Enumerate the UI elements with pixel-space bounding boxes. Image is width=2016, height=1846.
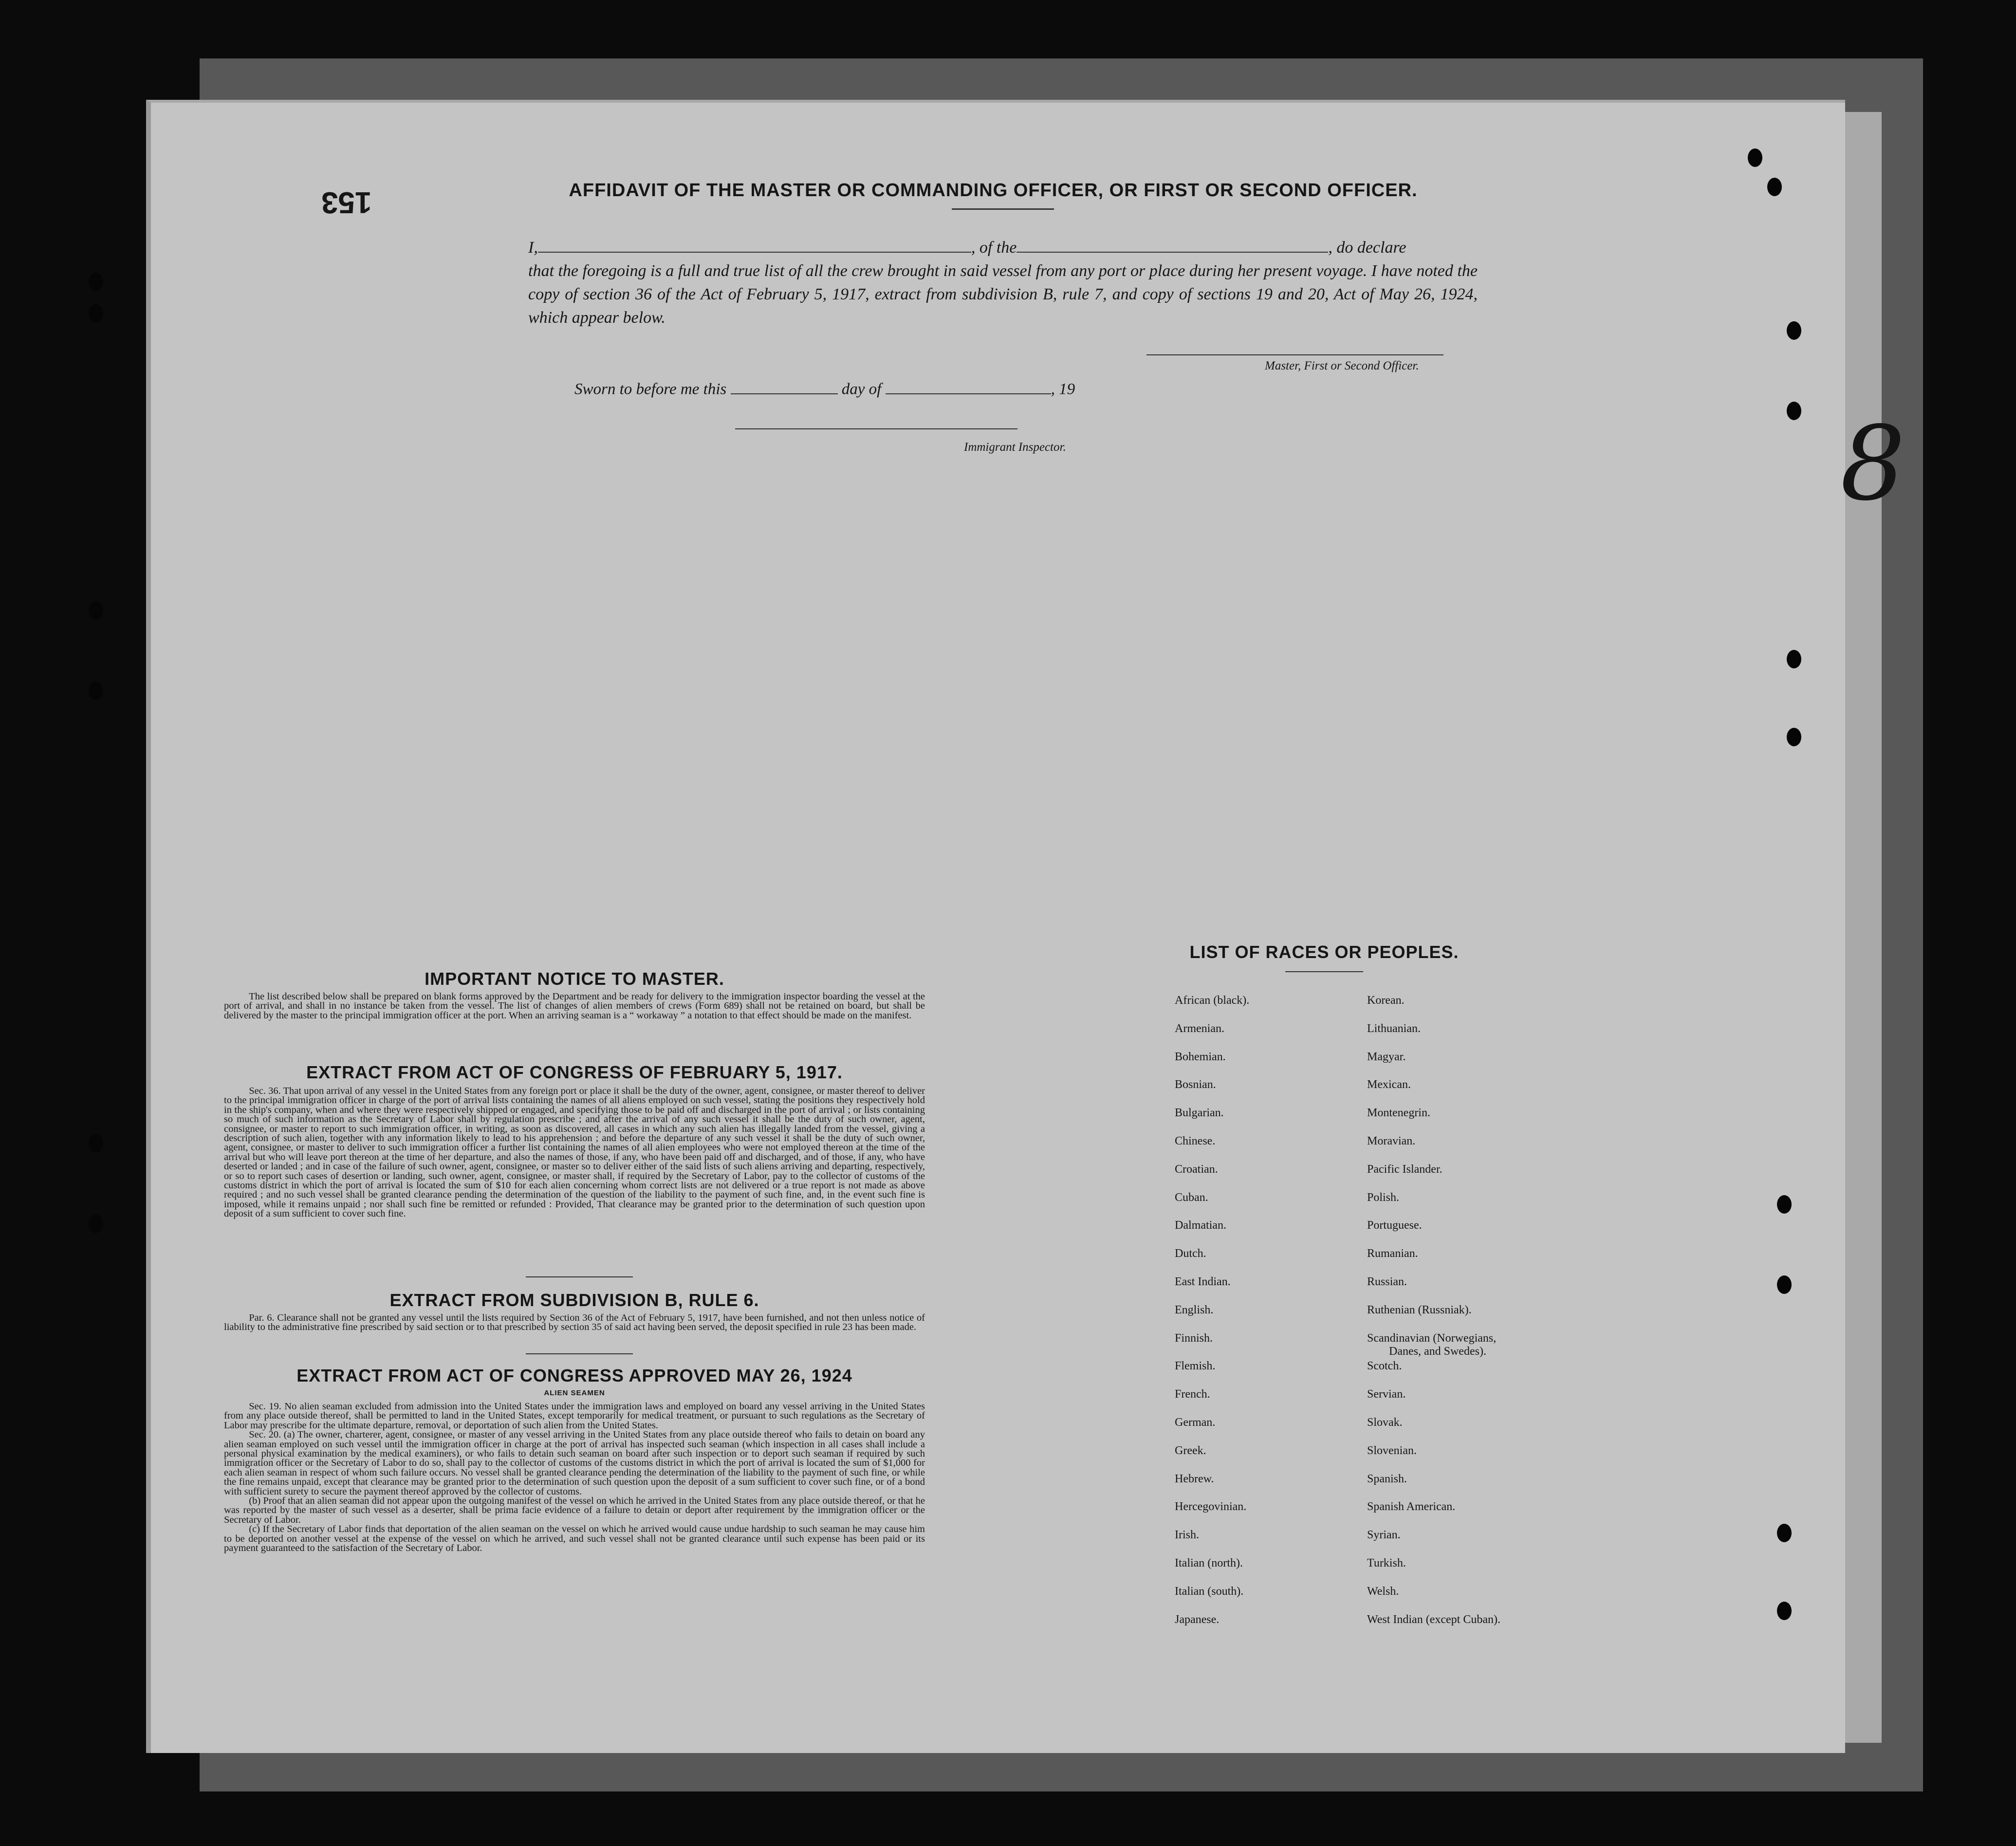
race-item: Bosnian. — [1175, 1078, 1216, 1091]
race-item: Armenian. — [1175, 1022, 1224, 1035]
race-item: Italian (north). — [1175, 1557, 1243, 1569]
binder-hole — [1777, 1195, 1792, 1214]
race-item: German. — [1175, 1416, 1216, 1429]
binder-hole — [1748, 148, 1762, 167]
race-item: Servian. — [1367, 1388, 1406, 1401]
underlying-page-edge — [1843, 112, 1882, 1743]
race-item: Japanese. — [1175, 1613, 1220, 1626]
race-item: Polish. — [1367, 1191, 1400, 1204]
binder-hole — [89, 1215, 103, 1233]
extract-1924-title: EXTRACT FROM ACT OF CONGRESS APPROVED MAY 26, 1924 — [296, 1366, 852, 1385]
affidavit-first-line: I, , of the , do declare — [528, 236, 1478, 259]
race-item: Moravian. — [1367, 1135, 1416, 1147]
race-item: Magyar. — [1367, 1050, 1406, 1063]
inspector-signature-line — [735, 428, 1017, 429]
extract-rule6-title: EXTRACT FROM SUBDIVISION B, RULE 6. — [389, 1290, 759, 1310]
binder-hole — [1777, 1602, 1792, 1620]
race-item: Spanish American. — [1367, 1500, 1456, 1514]
race-item: Croatian. — [1175, 1163, 1218, 1176]
race-item: Hebrew. — [1175, 1472, 1214, 1485]
race-item: Slovenian. — [1367, 1444, 1417, 1457]
title-divider — [952, 208, 1054, 210]
race-item: Finnish. — [1175, 1331, 1213, 1345]
race-item: Italian (south). — [1175, 1585, 1244, 1598]
race-item: Greek. — [1175, 1444, 1206, 1457]
binder-hole — [89, 1134, 103, 1153]
race-item: Spanish. — [1367, 1472, 1407, 1485]
race-item: West Indian (except Cuban). — [1367, 1613, 1500, 1626]
binder-hole — [1787, 650, 1801, 668]
race-item: Scotch. — [1367, 1360, 1402, 1373]
race-item: Mexican. — [1367, 1078, 1411, 1091]
page-number: 153 — [321, 185, 372, 219]
master-signature-label: Master, First or Second Officer. — [1265, 359, 1419, 372]
notice-title: IMPORTANT NOTICE TO MASTER. — [425, 969, 724, 989]
race-item: East Indian. — [1175, 1275, 1231, 1288]
race-item: Irish. — [1175, 1529, 1199, 1542]
race-item: African (black). — [1175, 994, 1250, 1007]
binder-hole — [1767, 178, 1782, 196]
extract-1924-subtitle: ALIEN SEAMEN — [544, 1389, 605, 1397]
race-item: Bohemian. — [1175, 1050, 1226, 1063]
race-item: French. — [1175, 1388, 1210, 1401]
section-divider — [526, 1276, 633, 1277]
extract-1917-title: EXTRACT FROM ACT OF CONGRESS OF FEBRUARY 5, 1917. — [306, 1062, 843, 1082]
race-item: Rumanian. — [1367, 1247, 1418, 1260]
section-divider — [526, 1353, 633, 1354]
races-title: LIST OF RACES OR PEOPLES. — [1189, 942, 1459, 962]
master-signature-line — [1147, 354, 1443, 355]
race-item: Lithuanian. — [1367, 1022, 1421, 1035]
binder-hole — [1777, 1275, 1792, 1294]
binder-hole — [89, 304, 103, 323]
race-item: Cuban. — [1175, 1191, 1208, 1204]
race-item: Russian. — [1367, 1275, 1407, 1288]
extract-1924-body: Sec. 19. No alien seaman excluded from admission into the United States under the immigration laws and employed on board any vessel arriving in the United States from any place outside thereof, shall be permitted to land in the United States, except temporarily for medical treatment, or pursuant to such regulations as the Secretary of Labor may prescribe for the ultimate departure, removal, or deportation of such alien from the United States. Sec. 20. (a) The owner, charterer, agent, consignee, or master of any vessel arriving in the United States from any place outside thereof who fails to detain on board any alien seaman employed on such vessel until the immigration officer in charge at the port of arrival has inspected such seaman (which inspection in all cases shall include a personal physical examination by the medical examiners), or who fails to detain such seaman on board after such inspection or to deport such seaman if required by such immigration officer or the Secretary of Labor to do so, shall pay to the collector of customs of the customs district in which the port of arrival is located the sum of $1,000 for each alien seaman in respect of whom such failure occurs. No vessel shall be granted clearance pending the determination of the liability to the payment of such fine, or while the fine remains unpaid, except that clearance may be granted prior to the determination of such question upon the deposit of a sum sufficient to cover such fine, or of a bond with sufficient surety to secure the payment thereof approved by the collector of customs. (b) Proof that an alien seaman did not appear upon the outgoing manifest of the vessel on which he arrived in the United States from any place outside thereof, or that he was reported by the master of such vessel as a deserter, shall be prima facie evidence of a failure to detain or deport after requirement by the immigration officer or the Secretary of Labor. (c) If the Secretary of Labor finds that deportation of the alien seaman on the vessel on which he arrived would cause undue hardship to such seaman he may cause him to be deported on another vessel at the expense of the vessel on which he arrived, and such vessel shall not be granted clearance until such expense has been paid or its payment guaranteed to the satisfaction of the Secretary of Labor. — [224, 1401, 925, 1554]
binder-hole — [1787, 728, 1801, 746]
race-item: Syrian. — [1367, 1529, 1401, 1542]
binder-hole — [1777, 1524, 1792, 1542]
inspector-signature-label: Immigrant Inspector. — [964, 441, 1066, 454]
extract-1917-body: Sec. 36. That upon arrival of any vessel in the United States from any foreign port or place it shall be the duty of the owner, agent, consignee, or master thereof to deliver to the principal immigration officer in charge of the port of arrival lists containing the names of all aliens employed on such vessel, stating the positions they respectively hold in the ship's company, when and where they were respectively shipped or engaged, and specifying those to be paid off and discharged in the port of arrival ; or lists containing so much of such information as the Secretary of Labor shall by regulation prescribe ; and after the arrival of any such vessel it shall be the duty of such owner, agent, consignee, or master to report to such immigration officer, in writing, as soon as discovered, all cases in which any such alien has illegally landed from the vessel, giving a description of such alien, together with any information likely to lead to his apprehension ; and before the departure of any such vessel it shall be the duty of such owner, agent, consignee, or master to deliver to such immigration officer a further list containing the names of all alien employees who were not employed thereon at the time of the arrival but who will leave port thereon at the time of her departure, and also the names of those, if any, who have been paid off and discharged, and of those, if any, who have deserted or landed ; and in case of the failure of such owner, agent, consignee, or master so to deliver either of the said lists of such aliens arriving and departing, respectively, or so to report such cases of desertion or landing, such owner, agent, consignee, or master shall, if required by the Secretary of Labor, pay to the collector of customs of the customs district in which the port of arrival is located the sum of $10 for each alien concerning whom correct lists are not delivered or a true report is not made as above required ; and no such vessel shall be granted clearance pending the determination of the question of the liability to the payment of such fine, and, in the event such fine is imposed, while it remains unpaid ; nor shall such fine be remitted or refunded : Provided, That clearance may be granted prior to the determination of such question upon deposit of a sum sufficient to cover such fine. — [224, 1086, 925, 1219]
binder-hole — [89, 273, 103, 291]
sworn-line: Sworn to before me this day of , 19 — [574, 379, 1075, 399]
binder-hole — [1787, 402, 1801, 420]
binder-hole — [89, 601, 103, 620]
race-item: Chinese. — [1175, 1135, 1216, 1147]
race-item: Korean. — [1367, 994, 1405, 1007]
race-item: Portuguese. — [1367, 1219, 1422, 1232]
race-item: Montenegrin. — [1367, 1107, 1430, 1120]
extract-rule6-body: Par. 6. Clearance shall not be granted any vessel until the lists required by Section 36 of the Act of February 5, 1917, have been furnished, and not then unless notice of liability to the administrative fine prescribed by said section or to that prescribed by section 35 of said act having been served, the deposit specified in rule 23 has been made. — [224, 1312, 925, 1333]
race-item: English. — [1175, 1303, 1214, 1316]
race-item: Hercegovinian. — [1175, 1500, 1247, 1514]
binder-hole — [1787, 321, 1801, 340]
race-item: Welsh. — [1367, 1585, 1399, 1598]
race-item: Slovak. — [1367, 1416, 1403, 1429]
affidavit-text: that the foregoing is a full and true list of all the crew brought in said vessel from any port or place during her present voyage. I have noted the copy of section 36 of the Act of February 5, 1917, extract from subdivision B, rule 7, and copy of sections 19 and 20, Act of May 26, 1924, which appear below. — [528, 262, 1478, 327]
races-divider — [1285, 971, 1363, 972]
affidavit-body — [528, 236, 1478, 330]
race-item: Turkish. — [1367, 1557, 1406, 1569]
race-item: Flemish. — [1175, 1360, 1216, 1373]
handwritten-mark: 8 — [1840, 404, 1905, 523]
race-item: Bulgarian. — [1175, 1107, 1224, 1120]
binder-hole — [89, 682, 103, 700]
affidavit-title: AFFIDAVIT OF THE MASTER OR COMMANDING OFFICER, OR FIRST OR SECOND OFFICER. — [569, 180, 1418, 201]
race-item: Dalmatian. — [1175, 1219, 1226, 1232]
race-item: Ruthenian (Russniak). — [1367, 1303, 1472, 1316]
race-item: Scandinavian (Norwegians, Danes, and Swedes). — [1367, 1331, 1497, 1358]
notice-body: The list described below shall be prepared on blank forms approved by the Department and be ready for delivery to the immigration inspector boarding the vessel at the port of arrival, and shall in no instance be taken from the vessel. The list of changes of alien members of crews (Form 689) shall not be retained on board, but shall be delivered by the master to the principal immigration officer at the port. When an arriving seaman is a “ workaway ” a notation to that effect should be made on the manifest. — [224, 991, 925, 1021]
race-item: Dutch. — [1175, 1247, 1206, 1260]
race-item: Pacific Islander. — [1367, 1163, 1443, 1176]
